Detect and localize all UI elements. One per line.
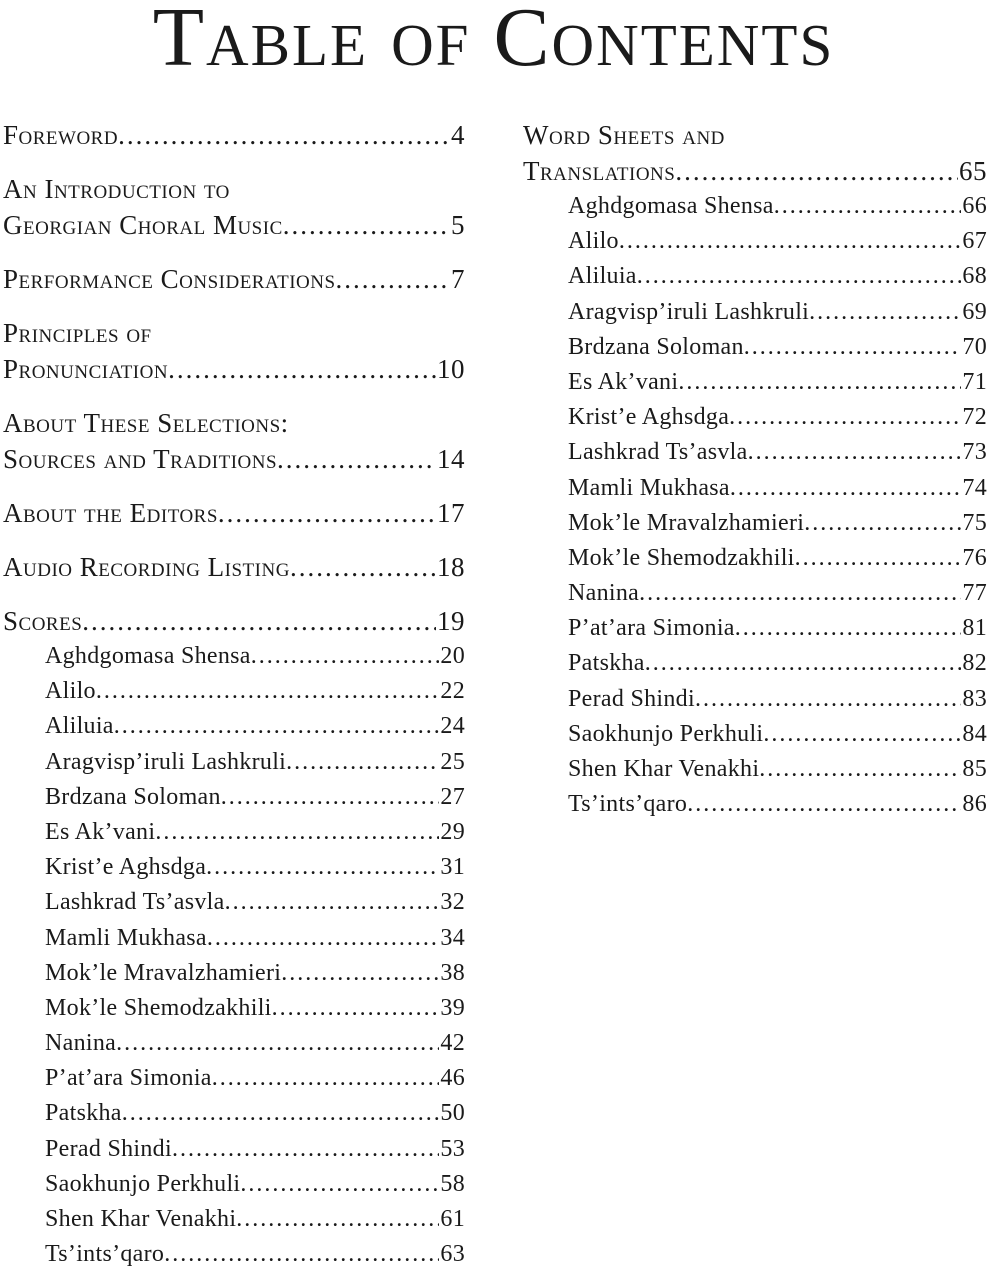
dot-leader — [221, 780, 440, 815]
dot-leader — [619, 224, 962, 259]
toc-entry[interactable] — [568, 365, 987, 400]
page-number: 24 — [440, 713, 465, 740]
dot-leader — [645, 646, 962, 681]
page-number: 81 — [962, 615, 987, 642]
page-number: 69 — [962, 298, 987, 325]
toc-right-column — [523, 117, 987, 822]
toc-entry[interactable] — [45, 991, 465, 1026]
entry-title: Mamli Mukhasa — [45, 924, 207, 951]
dot-leader — [687, 787, 961, 822]
dot-leader — [804, 506, 961, 541]
toc-entry[interactable] — [45, 956, 465, 991]
page-number: 50 — [440, 1100, 465, 1127]
page-number: 74 — [962, 474, 987, 501]
entry-title: Lashkrad Ts’asvla — [45, 889, 225, 916]
section-title: About the Editors — [3, 498, 218, 528]
dot-leader — [207, 921, 440, 956]
toc-section-pronunciation[interactable] — [3, 315, 465, 387]
page-number: 22 — [440, 678, 465, 705]
toc-entry[interactable] — [45, 780, 465, 815]
entry-title: Shen Khar Venakhi — [45, 1206, 237, 1232]
section-title: Performance Considerations — [3, 264, 336, 294]
toc-entry[interactable] — [45, 1167, 465, 1202]
entry-title: Patskha — [45, 1100, 122, 1127]
entry-title: Es Ak’vani — [45, 818, 156, 845]
dot-leader — [168, 351, 436, 387]
entry-title: Mok’le Shemodzakhili — [568, 544, 795, 571]
toc-section-performance[interactable] — [3, 261, 465, 297]
dot-leader — [212, 1061, 440, 1096]
entry-title: Aghdgomasa Shensa — [568, 193, 774, 219]
dot-leader — [251, 639, 440, 674]
page-number: 82 — [962, 650, 987, 677]
dot-leader — [759, 752, 961, 787]
section-title: Foreword — [3, 120, 119, 150]
dot-leader — [695, 682, 961, 717]
page-number: 10 — [437, 354, 465, 384]
page-number: 38 — [440, 959, 465, 986]
section-title: Word Sheets and — [523, 120, 725, 150]
page-number: 70 — [962, 333, 987, 360]
entry-title: Krist’e Aghsdga — [568, 404, 730, 431]
entry-title: Patskha — [568, 650, 645, 677]
entry-title: Alilo — [45, 678, 96, 705]
toc-entry[interactable] — [45, 885, 465, 920]
toc-entry[interactable] — [568, 717, 987, 752]
word-sheets-list — [523, 189, 987, 822]
toc-section-scores[interactable] — [3, 603, 465, 639]
toc-entry[interactable] — [45, 639, 465, 674]
page-number: 29 — [440, 818, 465, 845]
toc-entry[interactable] — [45, 1132, 465, 1167]
toc-entry[interactable] — [45, 1096, 465, 1131]
dot-leader — [225, 885, 440, 920]
entry-title: Aghdgomasa Shensa — [45, 643, 251, 669]
page-number: 42 — [440, 1030, 465, 1057]
dot-leader — [730, 471, 962, 506]
toc-entry[interactable] — [568, 646, 987, 681]
toc-entry[interactable] — [45, 815, 465, 850]
entry-title: Krist’e Aghsdga — [45, 854, 207, 881]
dot-leader — [774, 189, 962, 224]
toc-entry[interactable] — [568, 189, 987, 224]
toc-entry[interactable] — [568, 295, 987, 330]
section-title: Georgian Choral Music — [3, 210, 283, 240]
toc-section-selections[interactable] — [3, 405, 465, 477]
page-number: 73 — [962, 439, 987, 466]
entry-title: Saokhunjo Perkhuli — [568, 720, 764, 747]
section-title: Principles of — [3, 318, 152, 348]
toc-entry[interactable] — [45, 1061, 465, 1096]
page-number: 86 — [962, 791, 987, 818]
section-title: Audio Recording Listing — [3, 552, 290, 582]
page-number: 5 — [451, 210, 465, 240]
dot-leader — [206, 850, 439, 885]
dot-leader — [763, 717, 961, 752]
entry-title: P’at’ara Simonia — [45, 1065, 212, 1092]
dot-leader — [96, 674, 440, 709]
toc-entry[interactable] — [568, 506, 987, 541]
dot-leader — [272, 991, 440, 1026]
entry-title: Saokhunjo Perkhuli — [45, 1170, 241, 1197]
page-number: 19 — [437, 606, 465, 636]
toc-section-editors[interactable] — [3, 495, 465, 531]
toc-entry[interactable] — [568, 400, 987, 435]
dot-leader — [283, 207, 450, 243]
entry-title: Nanina — [568, 580, 640, 607]
toc-section-foreword[interactable] — [3, 117, 465, 153]
page-number: 83 — [962, 685, 987, 712]
entry-title: Ts’ints’qaro — [568, 791, 688, 818]
page-number: 77 — [962, 580, 987, 607]
dot-leader — [82, 603, 436, 639]
toc-entry[interactable] — [568, 471, 987, 506]
entry-title: Brdzana Soloman — [568, 333, 744, 360]
dot-leader — [744, 330, 962, 365]
dot-leader — [164, 1237, 439, 1272]
page-number: 46 — [440, 1065, 465, 1092]
dot-leader — [678, 365, 961, 400]
page-number: 20 — [440, 643, 465, 669]
dot-leader — [155, 815, 439, 850]
entry-title: Es Ak’vani — [568, 368, 679, 395]
dot-leader — [118, 117, 450, 153]
toc-entry[interactable] — [568, 541, 987, 576]
toc-entry[interactable] — [45, 921, 465, 956]
page-number: 72 — [962, 404, 987, 431]
entry-title: Aliluia — [568, 263, 637, 290]
page-number: 7 — [451, 264, 465, 294]
dot-leader — [809, 295, 961, 330]
toc-section-audio[interactable] — [3, 549, 465, 585]
page-number: 85 — [962, 756, 987, 782]
toc-entry[interactable] — [45, 674, 465, 709]
section-title: About These Selections: — [3, 408, 289, 438]
dot-leader — [114, 709, 440, 744]
entry-title: Perad Shindi — [45, 1135, 172, 1162]
entry-title: Perad Shindi — [568, 685, 695, 712]
toc-entry[interactable] — [568, 682, 987, 717]
section-title: Translations — [523, 156, 676, 186]
toc-entry[interactable] — [45, 850, 465, 885]
page-number: 34 — [440, 924, 465, 951]
dot-leader — [675, 153, 958, 189]
toc-entry[interactable] — [568, 330, 987, 365]
dot-leader — [281, 956, 439, 991]
dot-leader — [122, 1096, 440, 1131]
dot-leader — [795, 541, 962, 576]
page-number: 63 — [440, 1241, 465, 1268]
dot-leader — [729, 400, 961, 435]
entry-title: Nanina — [45, 1030, 117, 1057]
dot-leader — [236, 1202, 439, 1237]
dot-leader — [286, 745, 439, 780]
page-number: 71 — [962, 368, 987, 395]
entry-title: Aragvisp’iruli Lashkruli — [45, 748, 287, 775]
section-title: Scores — [3, 606, 83, 636]
dot-leader — [735, 611, 962, 646]
entry-title: Mamli Mukhasa — [568, 474, 730, 501]
entry-title: Mok’le Mravalzhamieri — [45, 959, 282, 986]
page-number: 75 — [962, 509, 987, 536]
toc-entry[interactable] — [45, 1202, 465, 1237]
dot-leader — [116, 1026, 439, 1061]
toc-entry[interactable] — [568, 576, 987, 611]
page-number: 14 — [437, 444, 465, 474]
page-number: 17 — [437, 498, 465, 528]
toc-entry[interactable] — [568, 259, 987, 294]
toc-entry[interactable] — [568, 752, 987, 787]
toc-left-column — [3, 117, 465, 1272]
entry-title: Aragvisp’iruli Lashkruli — [568, 298, 810, 325]
dot-leader — [172, 1132, 439, 1167]
entry-title: P’at’ara Simonia — [568, 615, 735, 642]
entry-title: Aliluia — [45, 713, 114, 740]
page-number: 84 — [962, 720, 987, 747]
dot-leader — [637, 259, 962, 294]
toc-entry[interactable] — [568, 435, 987, 470]
page-number: 32 — [440, 889, 465, 916]
page-number: 31 — [440, 854, 465, 881]
entry-title: Shen Khar Venakhi — [568, 756, 760, 782]
dot-leader — [639, 576, 961, 611]
toc-section-introduction[interactable] — [3, 171, 465, 243]
page-number: 4 — [451, 120, 465, 150]
toc-entry[interactable] — [45, 1237, 465, 1272]
toc-entry[interactable] — [568, 611, 987, 646]
dot-leader — [336, 261, 450, 297]
section-title: Pronunciation — [3, 354, 169, 384]
dot-leader — [290, 549, 436, 585]
page-number: 65 — [959, 156, 987, 186]
toc-section-word-sheets[interactable] — [523, 117, 987, 189]
entry-title: Mok’le Shemodzakhili — [45, 994, 272, 1021]
toc-entry[interactable] — [45, 1026, 465, 1061]
section-title: An Introduction to — [3, 174, 230, 204]
page-number: 27 — [440, 783, 465, 810]
page-number: 76 — [962, 544, 987, 571]
entry-title: Brdzana Soloman — [45, 783, 221, 810]
dot-leader — [218, 495, 436, 531]
section-title: Sources and Traditions — [3, 444, 278, 474]
entry-title: Ts’ints’qaro — [45, 1241, 165, 1268]
page-number: 61 — [440, 1206, 465, 1232]
entry-title: Mok’le Mravalzhamieri — [568, 509, 805, 536]
page-number: 25 — [440, 748, 465, 775]
page-number: 67 — [962, 228, 987, 255]
page-number: 53 — [440, 1135, 465, 1162]
page-number: 66 — [962, 193, 987, 219]
page-number: 39 — [440, 994, 465, 1021]
entry-title: Alilo — [568, 228, 619, 255]
dot-leader — [748, 435, 962, 470]
toc-entry[interactable] — [568, 787, 987, 822]
entry-title: Lashkrad Ts’asvla — [568, 439, 748, 466]
page-number: 68 — [962, 263, 987, 290]
dot-leader — [277, 441, 436, 477]
toc-entry[interactable] — [45, 709, 465, 744]
page-number: 18 — [437, 552, 465, 582]
toc-entry[interactable] — [568, 224, 987, 259]
scores-list — [3, 639, 465, 1272]
page-title: Table of Contents — [152, 0, 835, 84]
dot-leader — [240, 1167, 439, 1202]
toc-entry[interactable] — [45, 745, 465, 780]
page-number: 58 — [440, 1170, 465, 1197]
